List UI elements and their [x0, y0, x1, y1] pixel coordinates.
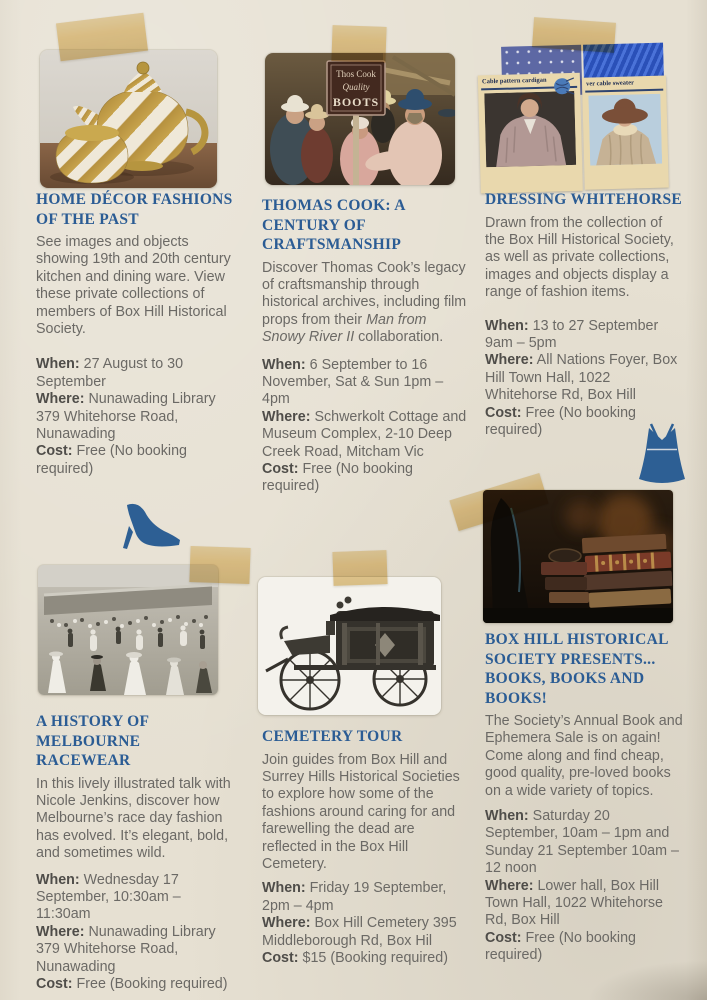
where-label: Where: [485, 352, 534, 369]
event-details [485, 808, 685, 965]
event-cost: Cost: Free (Booking required) [36, 975, 228, 992]
event-cost: Cost: Free (No booking required) [262, 460, 413, 495]
yarn-ball-icon [552, 77, 575, 101]
event-description: Join guides from Box Hill and Surrey Hills Historical Societies to explore how some of the fashions around caring for and farewelling the dead are reflected in the Box Hill Cemetery. [262, 751, 460, 872]
event-card-home-decor [36, 190, 238, 478]
teapot-photo [40, 50, 217, 188]
event-card-thomas-cook [262, 196, 468, 496]
where-label: Where: [262, 915, 311, 932]
event-where: Where: Schwerkolt Cottage and Museum Complex, 2-10 Deep Creek Road, Mitcham Vic [262, 408, 467, 460]
event-when: When: Friday 19 September, 2pm – 4pm [262, 880, 447, 914]
event-title: THOMAS COOK: A CENTURY OF CRAFTSMANSHIP [262, 197, 405, 253]
sweater-model-photo [588, 94, 662, 171]
event-description: Discover Thomas Cook’s legacy of craftsmanship through historical archives, including film props from their Man from Snowy River II collaboration. [262, 259, 467, 346]
event-description: The Society’s Annual Book and Ephemera Sale is on again! Come along and find cheap, good quality, pre-loved books on a wide variety of topics. [485, 713, 683, 799]
pattern-card-left [478, 73, 583, 194]
sign-line-2: Quality [342, 82, 370, 92]
cost-label: Cost: [485, 404, 522, 421]
card-rule [585, 89, 663, 93]
racecourse-crowd-photo [38, 565, 218, 695]
where-label: Where: [262, 408, 311, 425]
event-details [262, 880, 468, 967]
cost-label: Cost: [36, 975, 73, 992]
thomas-cook-photo [265, 53, 455, 185]
when-label: When: [36, 871, 80, 888]
event-when: When: 6 September to 16 November, Sat & Sun 1pm – 4pm [262, 356, 444, 408]
cost-label: Cost: [485, 929, 522, 946]
knitting-patterns-photo [477, 43, 669, 198]
event-details [262, 357, 468, 496]
when-label: When: [262, 356, 306, 373]
pattern-card-right-caption: ver cable sweater [585, 79, 635, 88]
tape-strip [332, 550, 387, 586]
event-description: See images and objects showing 19th and 20th century kitchen and dining ware. View these private collections of members of Box Hill Historical Society. [36, 234, 231, 338]
when-label: When: [36, 356, 80, 373]
event-cost: Cost: Free (No booking required) [36, 443, 187, 477]
cost-label: Cost: [36, 443, 73, 460]
when-label: When: [485, 317, 529, 334]
event-cost: Cost: Free (No booking required) [485, 929, 636, 964]
event-details [36, 356, 238, 478]
event-when: When: Wednesday 17 September, 10:30am – 11:30am [36, 871, 181, 923]
event-when: When: Saturday 20 September, 10am – 1pm and Sunday 21 September 10am – 12 noon [485, 808, 679, 877]
event-cost: Cost: $15 (Booking required) [262, 949, 448, 966]
sign-line-3: BOOTS [332, 95, 380, 109]
event-when: When: 27 August to 30 September [36, 356, 184, 390]
when-label: When: [485, 808, 529, 825]
event-card-dressing-whitehorse [485, 190, 685, 439]
cost-label: Cost: [262, 949, 299, 966]
where-label: Where: [36, 923, 85, 940]
event-details [36, 872, 238, 994]
event-where: Where: All Nations Foyer, Box Hill Town Hall, 1022 Whitehorse Rd, Box Hill [485, 352, 678, 404]
event-when: When: 13 to 27 September 9am – 5pm [485, 317, 659, 351]
tape-strip [331, 25, 386, 63]
pattern-card-right [582, 76, 669, 190]
event-title: A HISTORY OF MELBOURNE RACEWEAR [36, 713, 149, 769]
where-label: Where: [485, 877, 534, 894]
event-title: BOX HILL HISTORICAL SOCIETY PRESENTS... BOOKS, BOOKS AND BOOKS! [485, 631, 668, 707]
event-description: Drawn from the collection of the Box Hill Historical Society, as well as private collections, images and objects display a range of fashion items. [485, 214, 674, 301]
event-title: CEMETERY TOUR [262, 728, 403, 745]
event-title: HOME DÉCOR FASHIONS OF THE PAST [36, 191, 233, 228]
when-label: When: [262, 880, 306, 897]
event-where: Where: Nunawading Library 379 Whitehorse Road, Nunawading [36, 391, 216, 443]
event-description: In this lively illustrated talk with Nicole Jenkins, discover how Melbourne’s race day fashion has evolved. It’s elegant, bold, and sometimes wild. [36, 775, 231, 862]
tape-strip [189, 546, 250, 584]
where-label: Where: [36, 391, 85, 408]
cost-label: Cost: [262, 460, 299, 477]
cardigan-model-photo [484, 91, 576, 172]
high-heel-shoe-icon [114, 500, 182, 557]
event-where: Where: Nunawading Library 379 Whitehorse Road, Nunawading [36, 923, 216, 975]
tape-strip [532, 17, 616, 53]
event-cost: Cost: Free (No booking required) [485, 404, 636, 438]
event-card-book-sale [485, 630, 685, 965]
event-card-racewear [36, 712, 238, 993]
event-title: DRESSING WHITEHORSE [485, 191, 683, 208]
event-where: Where: Box Hill Cemetery 395 Middleborough Rd, Box Hil [262, 915, 457, 949]
event-details [485, 318, 685, 440]
sign-line-1: Thos Cook [336, 69, 376, 79]
pattern-card-left-caption: Cable pattern cardigan [481, 76, 547, 86]
hearse-photo [258, 577, 441, 715]
event-card-cemetery-tour [262, 727, 468, 967]
italic-film-title: Man from Snowy River II [262, 311, 427, 346]
event-where: Where: Lower hall, Box Hill Town Hall, 1022 Whitehorse Rd, Box Hill [485, 877, 664, 929]
